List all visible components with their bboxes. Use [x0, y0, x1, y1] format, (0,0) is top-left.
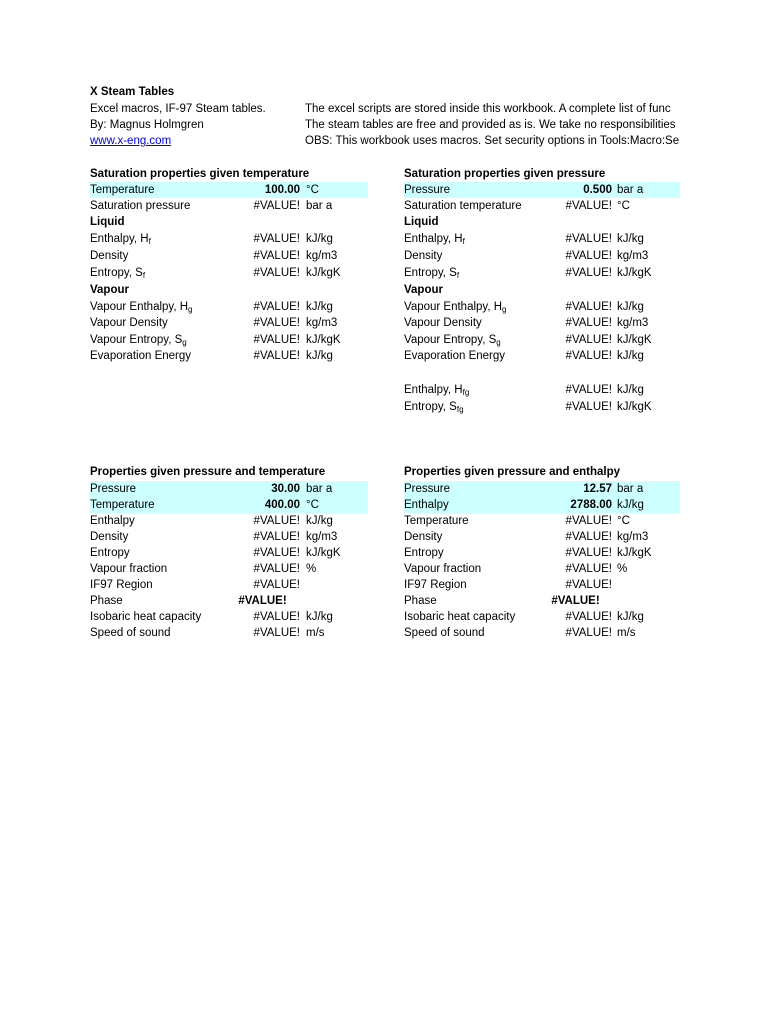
- row-value: #VALUE!: [565, 200, 612, 212]
- row-value: #VALUE!: [253, 334, 300, 346]
- row-value: #VALUE!: [253, 563, 300, 575]
- input-unit: bar a: [617, 483, 644, 495]
- row-label: [404, 399, 464, 415]
- label-text: Vapour Enthalpy, H: [404, 301, 503, 313]
- row-label: Saturation pressure: [90, 200, 191, 212]
- row-unit: kJ/kg: [306, 350, 333, 362]
- row-entropy-f: [404, 265, 680, 281]
- input-row-pressure[interactable]: [404, 481, 680, 497]
- row-speed-of-sound: [90, 625, 368, 641]
- row-unit: kJ/kg: [617, 611, 644, 623]
- row-label: [90, 231, 151, 247]
- row-density: [404, 248, 680, 264]
- row-vapour-fraction: [404, 561, 680, 577]
- panel-title: Properties given pressure and enthalpy: [404, 466, 621, 478]
- row-enthalpy: [90, 513, 368, 529]
- row-value: #VALUE!: [253, 350, 300, 362]
- row-unit: kg/m3: [617, 531, 649, 543]
- row-unit: kJ/kg: [617, 350, 644, 362]
- row-value: #VALUE!: [253, 611, 300, 623]
- pressure-input[interactable]: 0.500: [583, 184, 612, 196]
- row-value: #VALUE!: [565, 334, 612, 346]
- row-vapour-enthalpy: [404, 299, 680, 315]
- section-vapour: Vapour: [90, 284, 129, 296]
- input-row-pressure[interactable]: [90, 481, 368, 497]
- label-subscript: fg: [456, 405, 464, 414]
- row-temperature: [404, 513, 680, 529]
- subtitle-text: Excel macros, IF-97 Steam tables.: [90, 103, 266, 115]
- row-unit: kJ/kg: [617, 301, 644, 313]
- label-subscript: g: [496, 338, 501, 347]
- row-label: [404, 299, 506, 315]
- input-label: Pressure: [90, 483, 137, 495]
- row-unit: m/s: [306, 627, 325, 639]
- panel-saturation-pressure: [404, 166, 680, 418]
- label-text: Entropy, S: [404, 267, 457, 279]
- panel-pressure-enthalpy: [404, 464, 680, 644]
- row-value: #VALUE!: [565, 250, 612, 262]
- row-if97-region: [90, 577, 368, 593]
- row-vapour-entropy: [90, 332, 368, 348]
- row-value: #VALUE!: [253, 250, 300, 262]
- input-row-enthalpy[interactable]: [404, 497, 680, 513]
- panel-pressure-temperature: [90, 464, 368, 644]
- row-label: Density: [404, 250, 443, 262]
- row-unit: kJ/kgK: [306, 547, 341, 559]
- label-text: Enthalpy, H: [404, 384, 463, 396]
- row-saturation-temperature: [404, 198, 680, 214]
- row-unit: °C: [617, 515, 630, 527]
- row-value: #VALUE!: [238, 595, 287, 607]
- input-label: Pressure: [404, 483, 451, 495]
- input-unit: °C: [306, 499, 319, 511]
- row-density: [90, 529, 368, 545]
- row-unit: %: [617, 563, 628, 575]
- input-row-temperature[interactable]: [90, 182, 368, 198]
- row-unit: kJ/kgK: [617, 547, 652, 559]
- input-row-temperature[interactable]: [90, 497, 368, 513]
- row-unit: kJ/kg: [306, 515, 333, 527]
- row-unit: kJ/kg: [306, 233, 333, 245]
- note-disclaimer: The steam tables are free and provided as is. We take no responsibilities: [305, 119, 676, 131]
- row-value: #VALUE!: [565, 627, 612, 639]
- row-value: #VALUE!: [565, 317, 612, 329]
- row-label: Isobaric heat capacity: [404, 611, 516, 623]
- row-value: #VALUE!: [565, 611, 612, 623]
- note-macros: OBS: This workbook uses macros. Set security options in Tools:Macro:Se: [305, 135, 680, 147]
- row-entropy: [90, 545, 368, 561]
- row-enthalpy-fg: [404, 382, 680, 398]
- input-row-pressure[interactable]: [404, 182, 680, 198]
- row-unit: kJ/kgK: [617, 267, 652, 279]
- row-enthalpy-f: [404, 231, 680, 247]
- input-label: Pressure: [404, 184, 451, 196]
- row-entropy-fg: [404, 399, 680, 415]
- enthalpy-input[interactable]: 2788.00: [570, 499, 612, 511]
- row-unit: kg/m3: [617, 317, 649, 329]
- row-label: Vapour fraction: [404, 563, 482, 575]
- label-subscript: g: [188, 305, 193, 314]
- row-unit: kJ/kgK: [617, 401, 652, 413]
- label-text: Entropy, S: [404, 401, 457, 413]
- row-unit: kg/m3: [306, 531, 338, 543]
- pressure-input[interactable]: 12.57: [583, 483, 612, 495]
- row-value: #VALUE!: [253, 317, 300, 329]
- row-vapour-density: [90, 315, 368, 331]
- row-label: Temperature: [404, 515, 469, 527]
- row-label: [404, 382, 469, 398]
- row-unit: kJ/kg: [617, 233, 644, 245]
- row-entropy-f: [90, 265, 368, 281]
- row-value: #VALUE!: [565, 267, 612, 279]
- row-label: [90, 332, 187, 348]
- row-value: #VALUE!: [551, 595, 600, 607]
- row-label: Entropy: [404, 547, 444, 559]
- label-subscript: g: [182, 338, 187, 347]
- row-value: #VALUE!: [565, 233, 612, 245]
- row-unit: kJ/kg: [306, 301, 333, 313]
- row-label: Evaporation Energy: [90, 350, 192, 362]
- panel-saturation-temperature: [90, 166, 368, 376]
- row-density: [90, 248, 368, 264]
- row-value: #VALUE!: [565, 531, 612, 543]
- row-label: [404, 231, 465, 247]
- row-unit: kg/m3: [306, 250, 338, 262]
- row-label: Speed of sound: [90, 627, 171, 639]
- row-value: #VALUE!: [253, 200, 300, 212]
- row-unit: bar a: [306, 200, 333, 212]
- row-unit: kg/m3: [617, 250, 649, 262]
- row-label: Density: [90, 531, 129, 543]
- row-unit: °C: [617, 200, 630, 212]
- label-text: Vapour Entropy, S: [404, 334, 497, 346]
- row-label: [90, 265, 145, 281]
- row-unit: kJ/kg: [306, 611, 333, 623]
- temperature-input[interactable]: 400.00: [264, 499, 300, 511]
- row-density: [404, 529, 680, 545]
- row-label: Isobaric heat capacity: [90, 611, 202, 623]
- row-value: #VALUE!: [565, 547, 612, 559]
- document-title: X Steam Tables: [90, 86, 175, 98]
- row-value: #VALUE!: [253, 233, 300, 245]
- input-unit: bar a: [617, 184, 644, 196]
- row-label: Vapour Density: [90, 317, 168, 329]
- label-text: Vapour Entropy, S: [90, 334, 183, 346]
- section-liquid: Liquid: [404, 216, 439, 228]
- row-unit: kJ/kg: [617, 384, 644, 396]
- row-label: Vapour Density: [404, 317, 482, 329]
- label-subscript: g: [502, 305, 507, 314]
- row-label: Phase: [404, 595, 437, 607]
- row-vapour-enthalpy: [90, 299, 368, 315]
- row-value: #VALUE!: [253, 547, 300, 559]
- row-unit: kJ/kgK: [617, 334, 652, 346]
- label-text: Entropy, S: [90, 267, 143, 279]
- row-label: [404, 332, 501, 348]
- input-label: Temperature: [90, 184, 155, 196]
- row-unit: kg/m3: [306, 317, 338, 329]
- row-value: #VALUE!: [253, 301, 300, 313]
- row-phase: [90, 593, 368, 609]
- row-value: #VALUE!: [565, 515, 612, 527]
- label-subscript: f: [456, 271, 460, 280]
- row-vapour-entropy: [404, 332, 680, 348]
- row-if97-region: [404, 577, 680, 593]
- row-value: #VALUE!: [565, 579, 612, 591]
- row-value: #VALUE!: [565, 563, 612, 575]
- row-value: #VALUE!: [253, 627, 300, 639]
- section-liquid: Liquid: [90, 216, 125, 228]
- row-enthalpy-f: [90, 231, 368, 247]
- label-subscript: f: [148, 237, 151, 246]
- row-saturation-pressure: [90, 198, 368, 214]
- input-label: Enthalpy: [404, 499, 449, 511]
- row-value: #VALUE!: [253, 531, 300, 543]
- row-value: #VALUE!: [565, 301, 612, 313]
- row-unit: m/s: [617, 627, 636, 639]
- input-unit: bar a: [306, 483, 333, 495]
- row-vapour-density: [404, 315, 680, 331]
- input-unit: °C: [306, 184, 319, 196]
- row-value: #VALUE!: [565, 350, 612, 362]
- row-isobaric-heat-capacity: [404, 609, 680, 625]
- row-speed-of-sound: [404, 625, 680, 641]
- row-entropy: [404, 545, 680, 561]
- note-scripts: The excel scripts are stored inside this workbook. A complete list of func: [305, 103, 671, 115]
- row-label: Density: [404, 531, 443, 543]
- label-subscript: f: [142, 271, 146, 280]
- panel-title: Saturation properties given temperature: [90, 168, 310, 180]
- label-text: Enthalpy, H: [90, 233, 149, 245]
- row-value: #VALUE!: [565, 401, 612, 413]
- row-value: #VALUE!: [253, 515, 300, 527]
- row-label: Density: [90, 250, 129, 262]
- row-unit: %: [306, 563, 317, 575]
- row-value: #VALUE!: [253, 579, 300, 591]
- row-evaporation-energy: [404, 348, 680, 364]
- label-subscript: f: [462, 237, 465, 246]
- row-label: Speed of sound: [404, 627, 485, 639]
- author-text: By: Magnus Holmgren: [90, 119, 204, 131]
- input-label: Temperature: [90, 499, 155, 511]
- section-vapour: Vapour: [404, 284, 443, 296]
- row-phase: [404, 593, 680, 609]
- row-isobaric-heat-capacity: [90, 609, 368, 625]
- pressure-input[interactable]: 30.00: [271, 483, 300, 495]
- label-subscript: fg: [462, 388, 470, 397]
- row-value: #VALUE!: [565, 384, 612, 396]
- input-unit: kJ/kg: [617, 499, 644, 511]
- row-unit: kJ/kgK: [306, 267, 341, 279]
- row-label: Evaporation Energy: [404, 350, 506, 362]
- row-label: Phase: [90, 595, 123, 607]
- row-label: Entropy: [90, 547, 130, 559]
- row-label: Saturation temperature: [404, 200, 522, 212]
- row-label: Vapour fraction: [90, 563, 168, 575]
- row-vapour-fraction: [90, 561, 368, 577]
- row-label: [404, 265, 459, 281]
- row-unit: kJ/kgK: [306, 334, 341, 346]
- panel-title: Saturation properties given pressure: [404, 168, 606, 180]
- row-label: Enthalpy: [90, 515, 135, 527]
- row-evaporation-energy: [90, 348, 368, 364]
- row-label: IF97 Region: [90, 579, 153, 591]
- panel-title: Properties given pressure and temperature: [90, 466, 326, 478]
- label-text: Enthalpy, H: [404, 233, 463, 245]
- website-link[interactable]: www.x-eng.com: [90, 135, 172, 147]
- row-label: IF97 Region: [404, 579, 467, 591]
- row-label: [90, 299, 192, 315]
- row-value: #VALUE!: [253, 267, 300, 279]
- label-text: Vapour Enthalpy, H: [90, 301, 189, 313]
- temperature-input[interactable]: 100.00: [264, 184, 300, 196]
